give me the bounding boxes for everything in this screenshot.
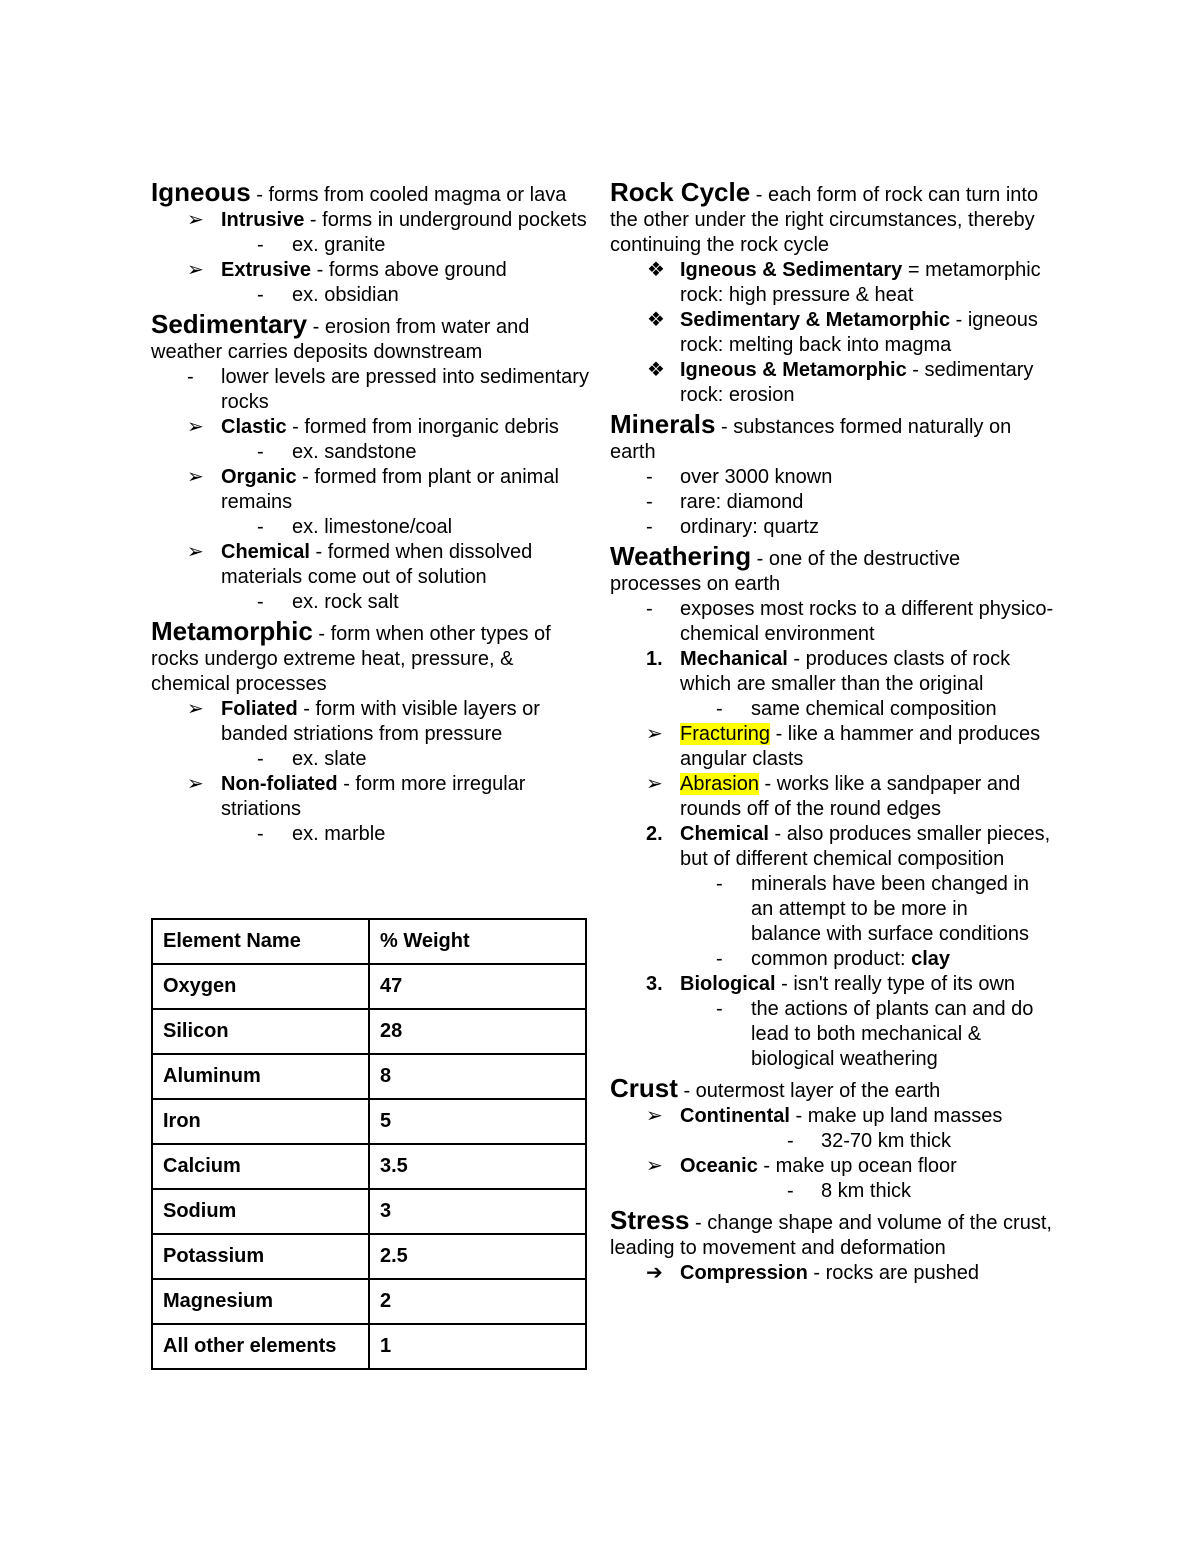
table-cell: 28 xyxy=(369,1009,586,1054)
extrusive-item: ➢ Extrusive - forms above ground xyxy=(187,259,507,281)
table-cell: Oxygen xyxy=(152,964,369,1009)
arrow-bullet-icon: ➢ xyxy=(187,259,204,281)
continental-sub: - 32-70 km thick xyxy=(787,1130,952,1152)
stress-definition: Stress - change shape and volume of the crust, leading to movement and deformation xyxy=(610,1205,1052,1259)
right-arrow-bullet-icon: ➔ xyxy=(646,1262,663,1284)
table-cell: 8 xyxy=(369,1054,586,1099)
weathering-note: - exposes most rocks to a different physico-chemical environment xyxy=(646,598,1054,645)
chemical-sub: - common product: clay xyxy=(716,948,951,970)
sedimentary-note: - lower levels are pressed into sedimentary rocks xyxy=(187,366,589,413)
minerals-item: - rare: diamond xyxy=(646,491,804,513)
dash-bullet-icon: - xyxy=(257,748,264,770)
table-cell: 1 xyxy=(369,1324,586,1369)
weathering-heading: Weathering xyxy=(610,541,752,571)
fracturing-item: ➢ Fracturing - like a hammer and produces angular clasts xyxy=(646,723,1041,770)
organic-item: ➢ Organic - formed from plant or animal remains xyxy=(187,466,559,513)
highlighted-term: Abrasion xyxy=(680,773,759,795)
dash-bullet-icon: - xyxy=(646,491,653,513)
rockcycle-definition: Rock Cycle - each form of rock can turn into the other under the right circumstances, thereby continuing the rock cycle xyxy=(610,177,1039,256)
table-row xyxy=(152,1144,586,1189)
dash-bullet-icon: - xyxy=(257,234,264,256)
rockcycle-item: ❖ Igneous & Sedimentary = metamorphic rock: high pressure & heat xyxy=(647,259,1041,306)
arrow-bullet-icon: ➢ xyxy=(187,698,204,720)
rockcycle-item: ❖ Igneous & Metamorphic - sedimentary rock: erosion xyxy=(647,359,1034,406)
dash-bullet-icon: - xyxy=(646,598,653,620)
table-cell: 3.5 xyxy=(369,1144,586,1189)
rockcycle-heading: Rock Cycle xyxy=(610,177,751,207)
organic-example: - ex. limestone/coal xyxy=(257,516,453,538)
table-cell: Silicon xyxy=(152,1009,369,1054)
mechanical-sub: - same chemical composition xyxy=(716,698,997,720)
dash-bullet-icon: - xyxy=(187,366,194,388)
table-row xyxy=(152,1279,586,1324)
table-cell: 5 xyxy=(369,1099,586,1144)
left-column xyxy=(151,177,596,847)
arrow-bullet-icon: ➢ xyxy=(646,1155,663,1177)
arrow-bullet-icon: ➢ xyxy=(187,773,204,795)
arrow-bullet-icon: ➢ xyxy=(187,209,204,231)
rockcycle-item: ❖ Sedimentary & Metamorphic - igneous rock: melting back into magma xyxy=(647,309,1038,356)
table-row xyxy=(152,964,586,1009)
extrusive-example: - ex. obsidian xyxy=(257,284,399,306)
table-cell: Calcium xyxy=(152,1144,369,1189)
oceanic-item: ➢ Oceanic - make up ocean floor xyxy=(646,1155,957,1177)
dash-bullet-icon: - xyxy=(257,441,264,463)
dash-bullet-icon: - xyxy=(716,698,723,720)
dash-bullet-icon: - xyxy=(716,948,723,970)
minerals-item: - over 3000 known xyxy=(646,466,833,488)
intrusive-example: - ex. granite xyxy=(257,234,386,256)
dash-bullet-icon: - xyxy=(257,823,264,845)
table-cell: 2.5 xyxy=(369,1234,586,1279)
minerals-heading: Minerals xyxy=(610,409,716,439)
highlighted-term: Fracturing xyxy=(680,723,771,745)
foliated-item: ➢ Foliated - form with visible layers or banded striations from pressure xyxy=(187,698,540,745)
table-cell: Iron xyxy=(152,1099,369,1144)
table-cell: 2 xyxy=(369,1279,586,1324)
igneous-heading: Igneous xyxy=(151,177,251,207)
table-row xyxy=(152,1324,586,1369)
dash-bullet-icon: - xyxy=(257,284,264,306)
chemical-sub: - minerals have been changed in an attempt to be more in balance with surface conditions xyxy=(716,873,1029,945)
arrow-bullet-icon: ➢ xyxy=(646,723,663,745)
table-row xyxy=(152,1234,586,1279)
arrow-bullet-icon: ➢ xyxy=(646,1105,663,1127)
arrow-bullet-icon: ➢ xyxy=(187,541,204,563)
table-row xyxy=(152,1009,586,1054)
table-cell: 47 xyxy=(369,964,586,1009)
abrasion-item: ➢ Abrasion - works like a sandpaper and rounds off of the round edges xyxy=(646,773,1021,820)
dash-bullet-icon: - xyxy=(716,998,723,1020)
arrow-bullet-icon: ➢ xyxy=(187,466,204,488)
nonfoliated-example: - ex. marble xyxy=(257,823,386,845)
dash-bullet-icon: - xyxy=(257,516,264,538)
metamorphic-heading: Metamorphic xyxy=(151,616,313,646)
table-cell: 3 xyxy=(369,1189,586,1234)
table-cell: Magnesium xyxy=(152,1279,369,1324)
table-cell: All other elements xyxy=(152,1324,369,1369)
minerals-item: - ordinary: quartz xyxy=(646,516,819,538)
continental-item: ➢ Continental - make up land masses xyxy=(646,1105,1003,1127)
biological-item: 3. Biological - isn't really type of its own xyxy=(646,973,1016,995)
dash-bullet-icon: - xyxy=(646,516,653,538)
table-cell: Sodium xyxy=(152,1189,369,1234)
table-row xyxy=(152,1189,586,1234)
sedimentary-heading: Sedimentary xyxy=(151,309,308,339)
table-header-row xyxy=(152,919,586,964)
table-cell: Potassium xyxy=(152,1234,369,1279)
table-header-cell: Element Name xyxy=(152,919,369,964)
table-header-cell: % Weight xyxy=(369,919,586,964)
crust-definition: Crust - outermost layer of the earth xyxy=(610,1073,941,1103)
crust-heading: Crust xyxy=(610,1073,678,1103)
compression-item: ➔ Compression - rocks are pushed xyxy=(646,1262,980,1284)
weathering-definition: Weathering - one of the destructive processes on earth xyxy=(610,541,961,595)
chemical-example: - ex. rock salt xyxy=(257,591,399,613)
table-row xyxy=(152,1099,586,1144)
clastic-example: - ex. sandstone xyxy=(257,441,417,463)
biological-sub: - the actions of plants can and do lead to both mechanical & biological weathering xyxy=(716,998,1034,1070)
igneous-definition: Igneous - forms from cooled magma or lava xyxy=(151,177,567,207)
list-number: 1. xyxy=(646,648,663,670)
foliated-example: - ex. slate xyxy=(257,748,367,770)
chemical-weathering-item: 2. Chemical - also produces smaller pieces, but of different chemical composition xyxy=(646,823,1051,870)
right-column xyxy=(610,177,1055,1286)
nonfoliated-item: ➢ Non-foliated - form more irregular striations xyxy=(187,773,526,820)
intrusive-item: ➢ Intrusive - forms in underground pockets xyxy=(187,209,587,231)
clastic-item: ➢ Clastic - formed from inorganic debris xyxy=(187,416,559,438)
arrow-bullet-icon: ➢ xyxy=(187,416,204,438)
diamond-bullet-icon: ❖ xyxy=(647,359,665,381)
dash-bullet-icon: - xyxy=(257,591,264,613)
dash-bullet-icon: - xyxy=(646,466,653,488)
element-weight-table xyxy=(151,918,587,1370)
diamond-bullet-icon: ❖ xyxy=(647,309,665,331)
sedimentary-definition: Sedimentary - erosion from water and weather carries deposits downstream xyxy=(151,309,530,363)
table-cell: Aluminum xyxy=(152,1054,369,1099)
mechanical-item: 1. Mechanical - produces clasts of rock which are smaller than the original xyxy=(646,648,1011,695)
dash-bullet-icon: - xyxy=(716,873,723,895)
metamorphic-definition: Metamorphic - form when other types of rocks undergo extreme heat, pressure, & chemical processes xyxy=(151,616,551,695)
oceanic-sub: - 8 km thick xyxy=(787,1180,912,1202)
dash-bullet-icon: - xyxy=(787,1130,794,1152)
list-number: 2. xyxy=(646,823,663,845)
list-number: 3. xyxy=(646,973,663,995)
minerals-definition: Minerals - substances formed naturally on earth xyxy=(610,409,1012,463)
arrow-bullet-icon: ➢ xyxy=(646,773,663,795)
diamond-bullet-icon: ❖ xyxy=(647,259,665,281)
table-row xyxy=(152,1054,586,1099)
stress-heading: Stress xyxy=(610,1205,690,1235)
dash-bullet-icon: - xyxy=(787,1180,794,1202)
chemical-item: ➢ Chemical - formed when dissolved materials come out of solution xyxy=(187,541,533,588)
